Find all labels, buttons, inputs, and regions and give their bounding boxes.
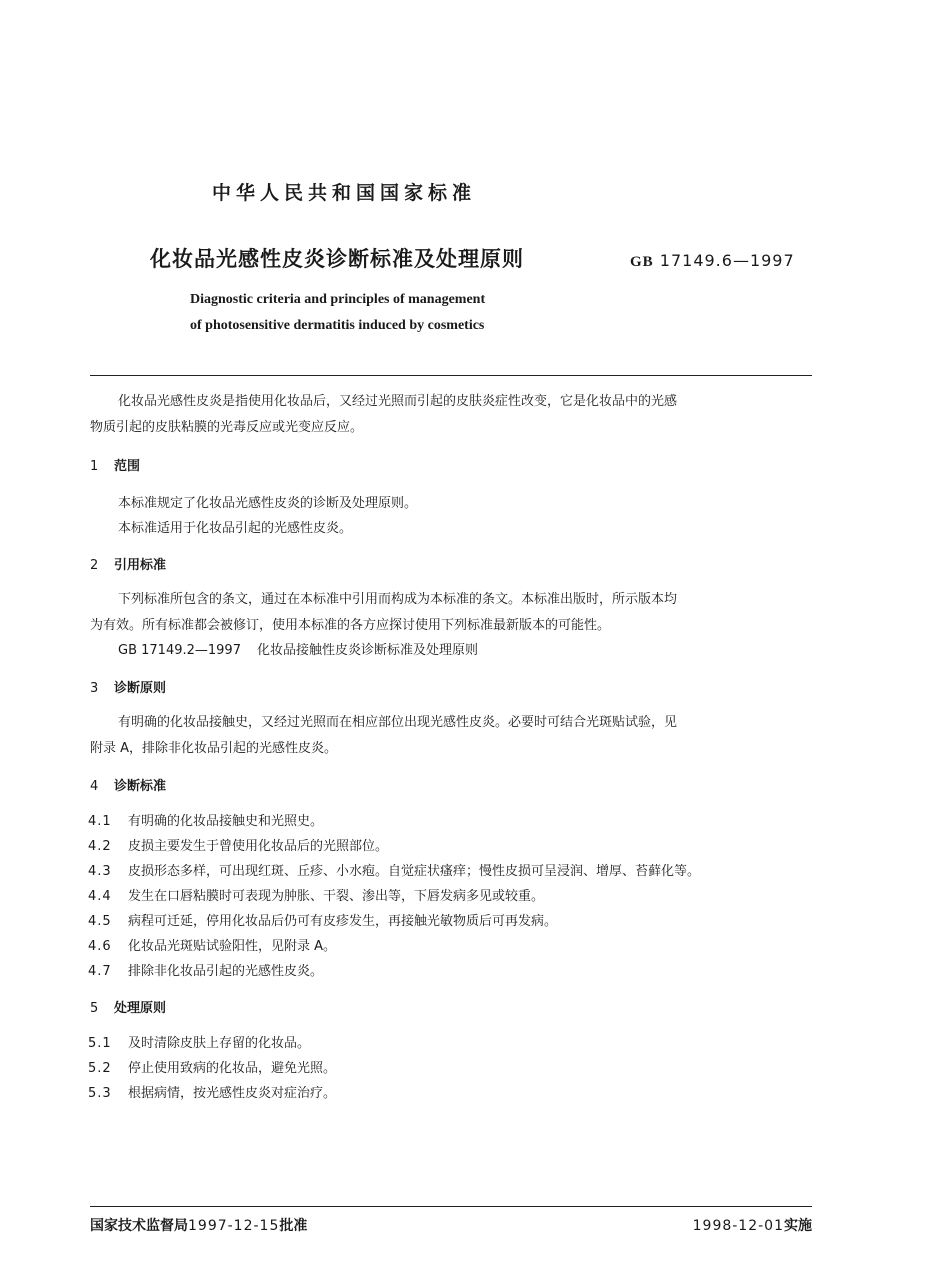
list-item <box>88 1057 336 1076</box>
section-title: 范围 <box>114 459 141 474</box>
item-number: 4.6 <box>88 939 112 954</box>
reference-code: GB 17149.2—1997 <box>118 643 241 658</box>
item-text: 化妆品光斑贴试验阳性，见附录 A。 <box>128 939 337 954</box>
section-number: 3 <box>90 681 99 696</box>
list-item <box>88 835 388 854</box>
normative-reference <box>118 639 478 658</box>
item-number: 5.3 <box>88 1086 112 1101</box>
section-3-line1: 有明确的化妆品接触史，又经过光照而在相应部位出现光感性皮炎。必要时可结合光斑贴试验，见 <box>118 715 678 730</box>
section-number: 4 <box>90 779 99 794</box>
item-text: 有明确的化妆品接触史和光照史。 <box>128 814 324 829</box>
implementation-date: 1998-12-01 <box>692 1218 784 1234</box>
section-1-line1: 本标准规定了化妆品光感性皮炎的诊断及处理原则。 <box>118 496 418 511</box>
standard-code <box>630 251 795 271</box>
section-1-line2: 本标准适用于化妆品引起的光感性皮炎。 <box>118 521 353 536</box>
list-item <box>88 1032 310 1051</box>
list-item <box>88 885 544 904</box>
list-item <box>88 810 323 829</box>
item-number: 4.4 <box>88 889 112 904</box>
item-text: 病程可迁延，停用化妆品后仍可有皮疹发生，再接触光敏物质后可再发病。 <box>128 914 558 929</box>
item-text: 及时清除皮肤上存留的化妆品。 <box>128 1036 311 1051</box>
reference-title: 化妆品接触性皮炎诊断标准及处理原则 <box>256 643 478 658</box>
list-item <box>88 1082 336 1101</box>
section-4-heading <box>90 775 166 794</box>
section-2-paragraph <box>90 587 814 639</box>
item-number: 4.1 <box>88 814 112 829</box>
english-title-line1: Diagnostic criteria and principles of management <box>190 292 486 307</box>
header-divider <box>90 375 812 376</box>
implementation-info <box>693 1215 812 1235</box>
section-2-line2: 为有效。所有标准都会被修订，使用本标准的各方应探讨使用下列标准最新版本的可能性。 <box>90 618 611 633</box>
implementation-word: 实施 <box>784 1218 812 1234</box>
list-item <box>88 960 323 979</box>
section-number: 5 <box>90 1001 99 1016</box>
section-number: 1 <box>90 459 99 474</box>
item-text: 排除非化妆品引起的光感性皮炎。 <box>128 964 324 979</box>
item-number: 4.2 <box>88 839 112 854</box>
item-number: 4.5 <box>88 914 112 929</box>
section-5-heading <box>90 997 166 1016</box>
section-3-line2: 附录 A，排除非化妆品引起的光感性皮炎。 <box>90 741 338 756</box>
item-text: 皮损主要发生于曾使用化妆品后的光照部位。 <box>128 839 389 854</box>
footer-divider <box>90 1206 812 1207</box>
document-title: 化妆品光感性皮炎诊断标准及处理原则 <box>150 247 524 271</box>
item-text: 发生在口唇粘膜时可表现为肿胀、干裂、渗出等，下唇发病多见或较重。 <box>128 889 545 904</box>
section-title: 诊断标准 <box>114 779 167 794</box>
section-number: 2 <box>90 558 99 573</box>
item-number: 4.7 <box>88 964 112 979</box>
intro-paragraph <box>90 389 814 441</box>
item-number: 5.1 <box>88 1036 112 1051</box>
list-item <box>88 935 336 954</box>
approver: 国家技术监督局 <box>90 1218 188 1234</box>
approval-word: 批准 <box>279 1218 308 1234</box>
english-title-line2: of photosensitive dermatitis induced by cosmetics <box>190 318 485 333</box>
section-3-heading <box>90 677 166 696</box>
item-number: 4.3 <box>88 864 112 879</box>
intro-line1: 化妆品光感性皮炎是指使用化妆品后，又经过光照而引起的皮肤炎症性改变，它是化妆品中的光感 <box>118 394 678 409</box>
approval-info <box>90 1215 307 1235</box>
intro-line2: 物质引起的皮肤粘膜的光毒反应或光变应反应。 <box>90 420 364 435</box>
section-3-paragraph <box>90 710 814 762</box>
item-text: 根据病情，按光感性皮炎对症治疗。 <box>128 1086 337 1101</box>
standard-code-number: 17149.6—1997 <box>659 251 795 270</box>
list-item <box>88 860 700 879</box>
item-text: 皮损形态多样，可出现红斑、丘疹、小水疱。自觉症状瘙痒；慢性皮损可呈浸润、增厚、苔藓化等。 <box>128 864 701 879</box>
section-2-heading <box>90 554 166 573</box>
issuer-heading: 中华人民共和国国家标准 <box>212 182 477 204</box>
item-text: 停止使用致病的化妆品，避免光照。 <box>128 1061 337 1076</box>
standard-code-prefix: GB <box>630 254 654 270</box>
approval-date: 1997-12-15 <box>188 1218 280 1234</box>
list-item <box>88 910 557 929</box>
item-number: 5.2 <box>88 1061 112 1076</box>
section-title: 诊断原则 <box>114 681 167 696</box>
section-title: 引用标准 <box>114 558 167 573</box>
section-title: 处理原则 <box>114 1001 167 1016</box>
section-2-line1: 下列标准所包含的条文，通过在本标准中引用而构成为本标准的条文。本标准出版时，所示版本均 <box>118 592 678 607</box>
section-1-heading <box>90 455 140 474</box>
